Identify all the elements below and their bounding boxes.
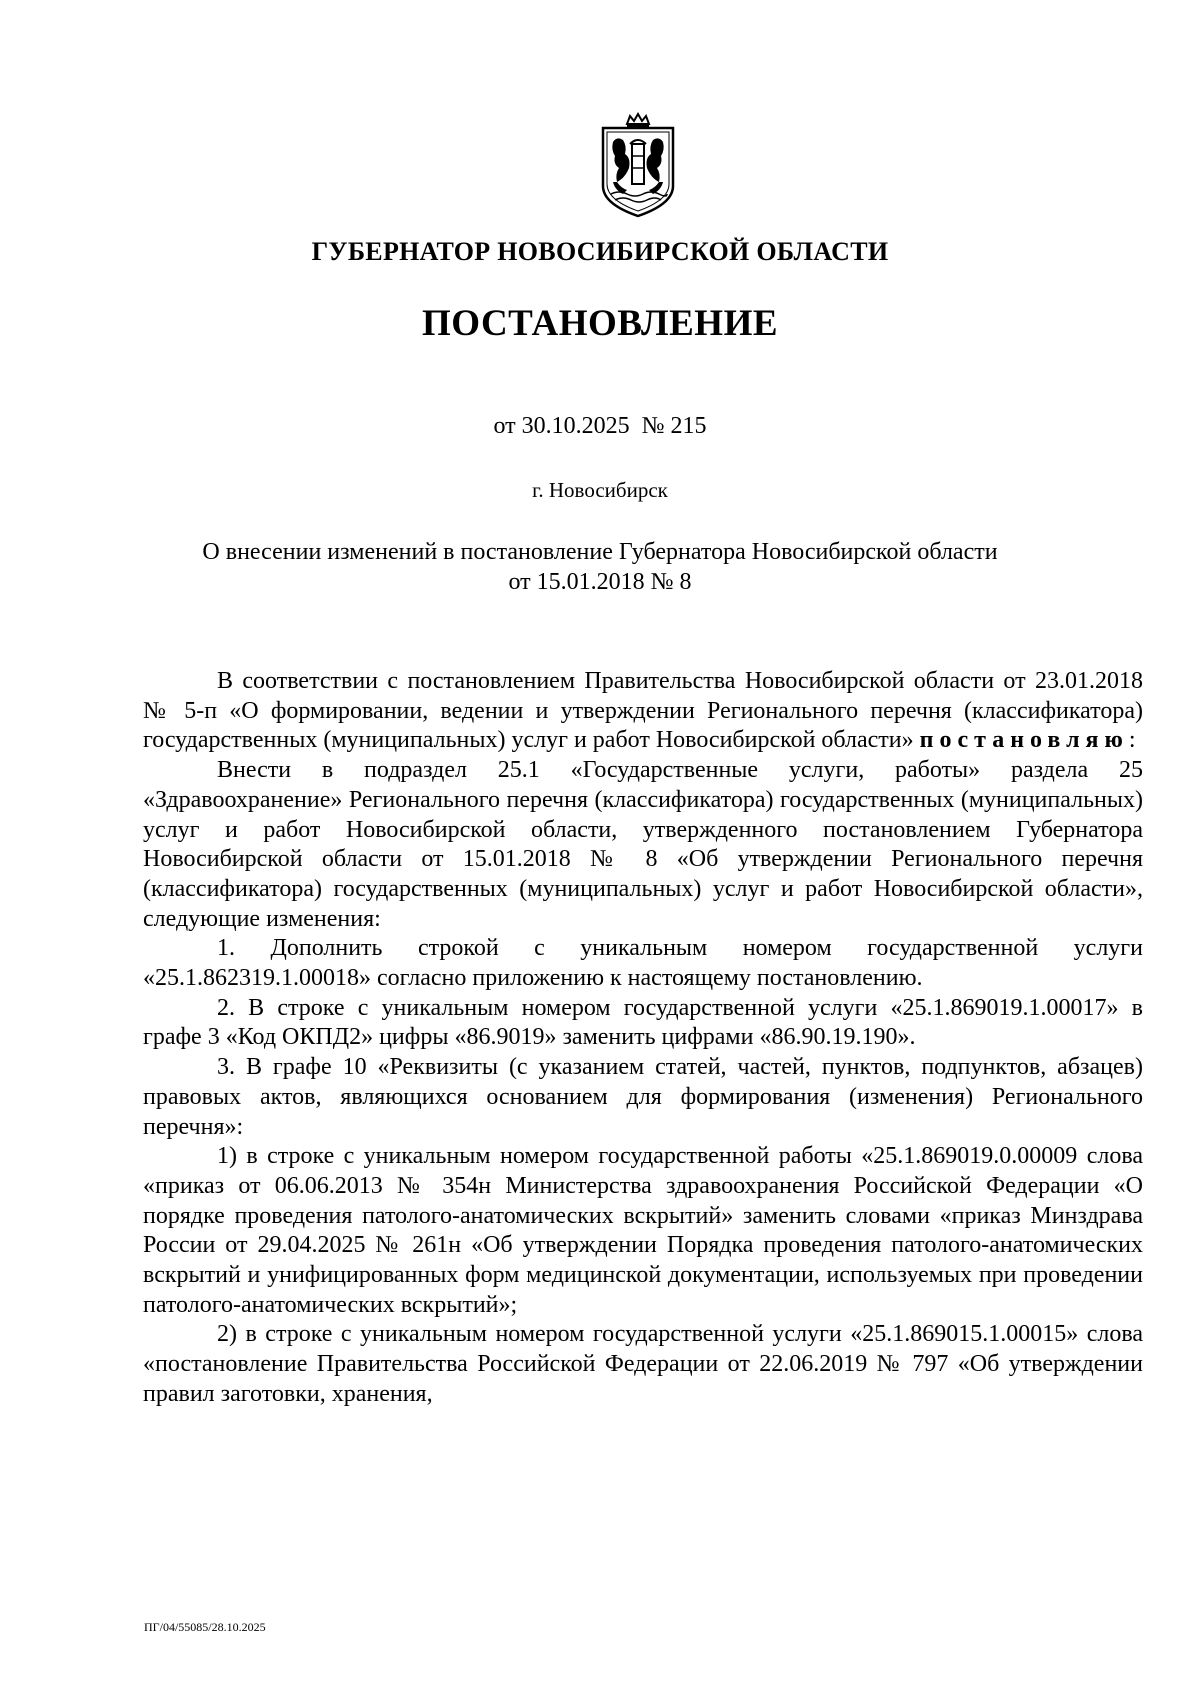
item-3-paragraph: 3. В графе 10 «Реквизиты (с указанием статей, частей, пунктов, подпунктов, абзацев) правовых актов, являющихся основанием для формирования (изменения) Регионального перечня»: xyxy=(143,1054,1143,1140)
item-1-paragraph: 1. Дополнить строкой с уникальным номером государственной услуги «25.1.862319.1.00018» согласно приложению к настоящему постановлению. xyxy=(143,935,1143,992)
item-3-2-paragraph: 2) в строке с уникальным номером государственной услуги «25.1.869015.1.00015» слова «постановление Правительства Российской Федерации от 22.06.2019 № 797 «Об утверждении правил заготовки, хранения, xyxy=(143,1321,1143,1407)
document-title-line-1: О внесении изменений в постановление Губернатора Новосибирской области xyxy=(202,539,998,565)
coat-of-arms-icon xyxy=(597,112,679,220)
document-date-number: от 30.10.2025 № 215 xyxy=(493,413,707,439)
document-city: г. Новосибирск xyxy=(532,478,668,502)
preamble-colon: : xyxy=(1128,727,1136,754)
main-paragraph: Внести в подраздел 25.1 «Государственные услуги, работы» раздела 25 «Здравоохранение» Регионального перечня (классификатора) государственных (муниципальных) услуг и работ Новосибирской области, утвержденного постановлением Губернатора Новосибирской области от 15.01.2018 № 8 «Об утверждении Регионального перечня (классификатора) государственных (муниципальных) услуг и работ Новосибирской области», следующие изменения: xyxy=(143,757,1143,932)
decision-word: постановляю xyxy=(919,727,1129,754)
document-type-heading: ПОСТАНОВЛЕНИЕ xyxy=(421,303,779,344)
item-2-paragraph: 2. В строке с уникальным номером государственной услуги «25.1.869019.1.00017» в графе 3 «Код ОКПД2» цифры «86.9019» заменить цифрами «86.90.19.190». xyxy=(143,994,1143,1051)
document-body xyxy=(143,667,1143,1410)
footer-registration-code: ПГ/04/55085/28.10.2025 xyxy=(144,1620,266,1634)
document-title-line-2: от 15.01.2018 № 8 xyxy=(508,569,692,595)
preamble-paragraph xyxy=(143,667,1143,756)
preamble-text: В соответствии с постановлением Правительства Новосибирской области от 23.01.2018 № 5-п «О формировании, ведении и утверждении Регионального перечня (классификатора) государственных (муниципальных) услуг и работ Новосибирской области» xyxy=(143,668,1143,754)
item-3-1-paragraph: 1) в строке с уникальным номером государственной работы «25.1.869019.0.00009 слова «приказ от 06.06.2013 № 354н Министерства здравоохранения Российской Федерации «О порядке проведения патолого-анатомических вскрытий» заменить словами «приказ Минздрава России от 29.04.2025 № 261н «Об утверждении Порядка проведения патолого-анатомических вскрытий и унифицированных форм медицинской документации, используемых при проведении патолого-анатомических вскрытий»; xyxy=(143,1143,1143,1318)
authority-heading: ГУБЕРНАТОР НОВОСИБИРСКОЙ ОБЛАСТИ xyxy=(311,237,889,266)
document-title xyxy=(0,537,1200,597)
